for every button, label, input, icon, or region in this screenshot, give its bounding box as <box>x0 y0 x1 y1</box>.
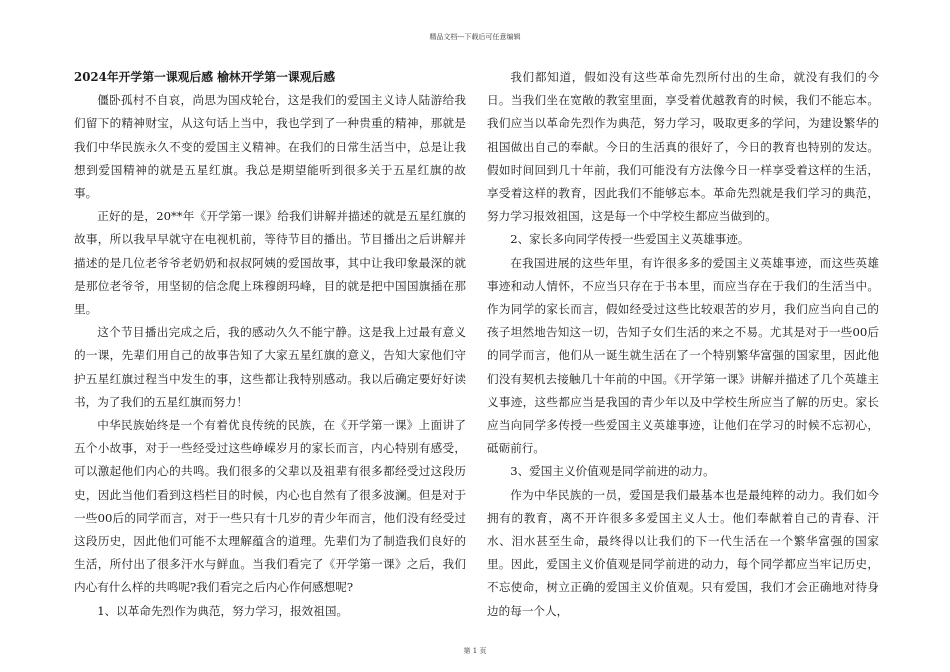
paragraph: 正好的是，20**年《开学第一课》给我们讲解并描述的就是五星红旗的故事，所以我早早就守在电视机前，等待节目的播出。节目播出之后讲解并描述的是几位老爷爷老奶奶和叔叔阿姨的爱国故事，其中让我印象最深的就是那位老爷爷，用坚韧的信念爬上珠穆朗玛峰，目的就是把中国国旗插在那里。 <box>74 209 466 317</box>
paragraph: 作为中华民族的一员，爱国是我们最基本也是最纯粹的动力。我们如今拥有的教育，离不开许很多多爱国主义人士。他们奉献着自己的青春、汗水、泪水甚至生命，最终得以让我们的下一代生活在一个繁华富强的国家里。因此，爱国主义价值观是同学前进的动力，每个同学都应当牢记历史，不忘使命，树立正确的爱国主义价值观。只有爱国，我们才会正确地对待身边的每一个人， <box>487 487 879 618</box>
paragraph: 在我国进展的这些年里，有许很多多的爱国主义英雄事迹，而这些英雄事迹和动人情怀，不应当只存在于书本里，而应当存在于我们的生活当中。作为同学的家长而言，假如经受过这些比较艰苦的岁月，我们应当向自己的孩子坦然地告知这一切，告知子女们生活的来之不易。尤其是对于一些00后的同学而言，他们从一诞生就生活在了一个特别繁华富强的国家里，因此他们没有契机去接触几十年前的中国。《开学第一课》讲解并描述了几个英雄主义事迹，这些都应当是我国的青少年以及中学校生所应当了解的历史。家长应当向同学多传授一些爱国主义英雄事迹，让他们在学习的时候不忘初心，砥砺前行。 <box>487 255 879 456</box>
right-column <box>487 66 879 623</box>
paragraph: 僵卧孤村不自哀，尚思为国戍轮台，这是我们的爱国主义诗人陆游给我们留下的精神财宝，从这句话上当中，我也学到了一种贵重的精神，那就是我们中华民族永久不变的爱国主义精神。在我们的日常生活当中，总是让我想到爱国精神的就是五星红旗。我总是期望能听到很多关于五星红旗的故事。 <box>74 93 466 201</box>
left-column <box>74 66 466 623</box>
paragraph: 中华民族始终是一个有着优良传统的民族，在《开学第一课》上面讲了五个小故事，对于一些经受过这些峥嵘岁月的家长而言，内心特别有感受，可以激起他们内心的共鸣。我们很多的父辈以及祖辈有很多都经受过这段历史，因此当他们看到这档栏目的时候，内心也自然有了很多波澜。但是对于一些00后的同学而言，对于一些只有十几岁的青少年而言，他们没有经受过这段历史，因此他们可能不太理解蕴含的道理。先辈们为了制造我们良好的生活，所付出了很多汗水与鲜血。当我们看完了《开学第一课》之后，我们内心有什么样的共鸣呢?我们看完之后内心作何感想呢? <box>74 418 466 595</box>
paragraph: 这个节目播出完成之后，我的感动久久不能宁静。这是我上过最有意义的一课，先辈们用自己的故事告知了大家五星红旗的意义，告知大家他们守护五星红旗过程当中发生的事，这些都让我特别感动。我以后确定要好好读书，为了我们的五星红旗而努力！ <box>74 325 466 409</box>
page-number: 第 1 页 <box>463 647 487 655</box>
paragraph: 我们都知道，假如没有这些革命先烈所付出的生命，就没有我们的今日。当我们坐在宽敞的教室里面，享受着优越教育的时候，我们不能忘本。我们应当以革命先烈作为典范，努力学习，吸取更多的学问，为建设繁华的祖国做出自己的奉献。今日的生活真的很好了，今日的教育也特别的发达。假如时间回到几十年前，我们可能没有方法像今日一样享受着这样的生活，享受着这样的教育，因此我们不能够忘本。革命先烈就是我们学习的典范，努力学习报效祖国，这是每一个中学校生都应当做到的。 <box>487 70 879 224</box>
section-heading: 2、家长多向同学传授一些爱国主义英雄事迹。 <box>510 232 750 247</box>
page-header: 精品文档---下载后可任意编辑 <box>429 33 521 41</box>
section-heading: 3、爱国主义价值观是同学前进的动力。 <box>510 464 715 479</box>
section-heading: 1、以革命先烈作为典范，努力学习，报效祖国。 <box>97 603 349 618</box>
document-title: 2024年开学第一课观后感 榆林开学第一课观后感 <box>74 70 336 84</box>
